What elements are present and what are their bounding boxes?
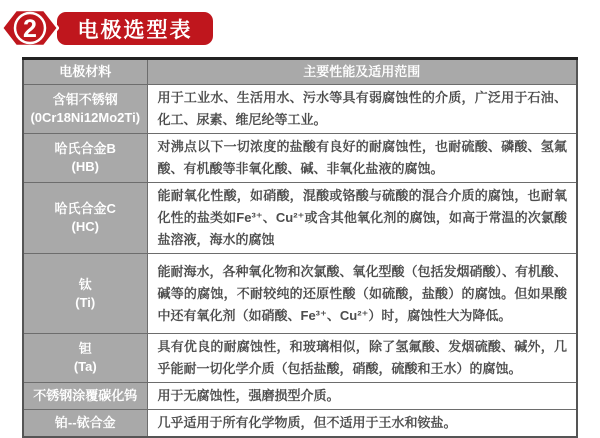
table-header-row: [23, 59, 577, 85]
material-cell: [23, 85, 147, 134]
material-name: 钽: [78, 341, 92, 356]
material-cell: [23, 334, 147, 383]
description-cell: 能耐海水，各种氧化物和次氯酸、氧化型酸（包括发烟硝酸）、有机酸、碱等的腐蚀，不耐较纯的还原性酸（如硫酸，盐酸）的腐蚀。但如果酸中还有氧化剂（如硝酸、Fe³⁺、Cu²⁺）时，腐蚀性大为降低。: [147, 254, 577, 334]
badge-number: 2: [23, 15, 37, 43]
table-row: [23, 383, 577, 410]
material-name: 含钼不锈钢: [52, 92, 118, 107]
material-cell: [23, 410, 147, 438]
column-header-material: 电极材料: [23, 59, 147, 85]
material-name: 钛: [78, 276, 92, 292]
material-subname: (HC): [71, 219, 99, 234]
column-header-performance: 主要性能及适用范围: [147, 59, 577, 85]
description-cell: 具有优良的耐腐蚀性，和玻璃相似，除了氢氟酸、发烟硫酸、碱外，几乎能耐一切化学介质（包括盐酸，硝酸，硫酸和王水）的腐蚀。: [147, 334, 577, 383]
material-name: 不锈钢涂覆碳化钨: [33, 388, 138, 403]
material-name: 哈氏合金B: [54, 141, 116, 156]
table-row: [23, 254, 577, 334]
description-cell: 对沸点以下一切浓度的盐酸有良好的耐腐蚀性，也耐硫酸、磷酸、氢氟酸、有机酸等非氧化酸、碱、非氧化盐液的腐蚀。: [147, 134, 577, 183]
material-subname: (Ti): [75, 294, 96, 310]
description-cell: 几乎适用于所有化学物质，但不适用于王水和铵盐。: [147, 410, 577, 438]
material-cell: [23, 134, 147, 183]
material-subname: (0Cr18Ni12Mo2Ti): [30, 110, 141, 125]
material-cell: [23, 383, 147, 410]
description-cell: 用于工业水、生活用水、污水等具有弱腐蚀性的介质，广泛用于石油、化工、尿素、维尼纶等工业。: [147, 85, 577, 134]
table-row: [23, 410, 577, 438]
material-subname: (HB): [71, 159, 99, 174]
material-cell: [23, 183, 147, 254]
description-cell: 用于无腐蚀性，强磨损型介质。: [147, 383, 577, 410]
table-row: [23, 134, 577, 183]
table-row: [23, 183, 577, 254]
electrode-selection-table: [22, 57, 578, 438]
material-name: 铂--铱合金: [54, 415, 116, 430]
table-row: [23, 334, 577, 383]
material-cell: [23, 254, 147, 334]
material-name: 哈氏合金C: [54, 201, 116, 216]
section-title: 电极选型表: [57, 12, 213, 45]
description-cell: 能耐氧化性酸，如硝酸，混酸或铬酸与硫酸的混合介质的腐蚀，也耐氧化性的盐类如Fe³⁺、Cu²⁺或含其他氧化剂的腐蚀，如高于常温的次氯酸盐溶液，海水的腐蚀: [147, 183, 577, 254]
material-subname: (Ta): [73, 359, 97, 374]
table-row: [23, 85, 577, 134]
section-number-badge: [1, 8, 59, 48]
